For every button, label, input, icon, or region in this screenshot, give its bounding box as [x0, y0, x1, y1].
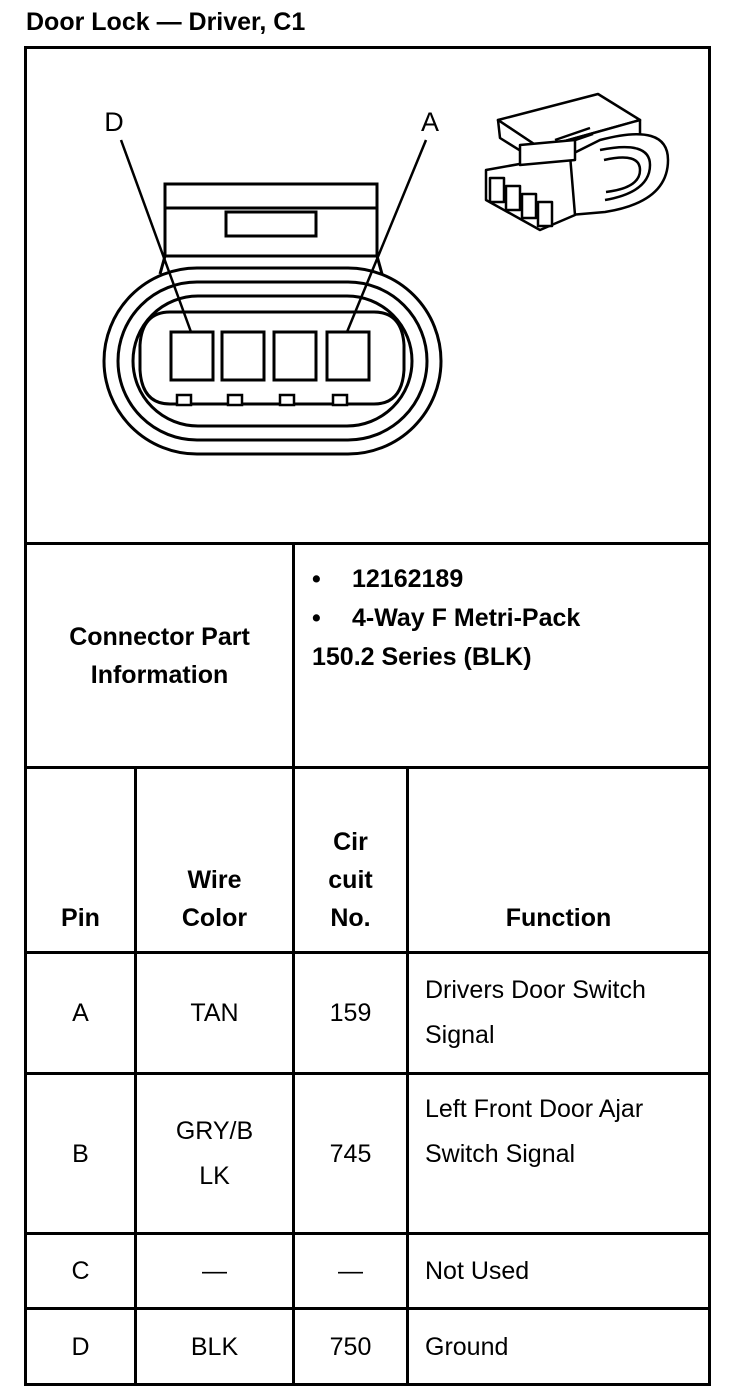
table-row-d-function: [425, 1310, 708, 1383]
table-row-d-color: [137, 1310, 292, 1383]
connector-info-label-line1: Connector Part: [69, 622, 250, 651]
function-line1: Ground: [425, 1332, 509, 1361]
terminal-a: [327, 332, 369, 380]
function-line1: Left Front Door Ajar: [425, 1095, 644, 1123]
header-wire-color: [137, 769, 292, 951]
divider-info-col: [292, 542, 295, 769]
table-row-a-pin: A: [72, 999, 89, 1027]
pin-label-d: D: [104, 107, 124, 137]
pin-label-a: A: [420, 107, 440, 137]
page-title: Door Lock — Driver, C1: [26, 8, 306, 36]
table-row-d-circuit: 750: [329, 1332, 372, 1361]
header-wire-color-line2: Color: [181, 904, 248, 932]
bullet: •: [312, 604, 321, 632]
table-row-c-circuit: —: [338, 1257, 363, 1285]
table-row-b-color: [137, 1075, 292, 1232]
bullet: •: [312, 565, 321, 593]
series-line2: 150.2 Series (BLK): [312, 643, 532, 671]
function-line2: Signal: [425, 1021, 495, 1049]
terminal-c: [222, 332, 264, 380]
table-row-b-pin: B: [72, 1139, 89, 1168]
part-number-item: [312, 560, 580, 599]
latch-window: [226, 212, 316, 236]
terminal-d: [171, 332, 213, 380]
table-row-c-function: [425, 1235, 708, 1307]
wire-color-line1: GRY/B: [175, 1116, 254, 1145]
function-line1: Drivers Door Switch: [425, 976, 646, 1004]
table-row-b-function: [425, 1075, 708, 1189]
series-line1: 4-Way F Metri-Pack: [352, 604, 581, 632]
header-circuit-line2: cuit: [328, 866, 373, 894]
connector-info-label-line2: Information: [90, 660, 229, 689]
wire-color: BLK: [190, 1332, 239, 1361]
terminal-b: [274, 332, 316, 380]
connector-face-diagram: [0, 0, 752, 540]
connector-info-values: [312, 560, 580, 677]
function-line1: Not Used: [425, 1257, 530, 1285]
table-row-d-pin: D: [71, 1332, 90, 1361]
header-pin: [27, 769, 134, 951]
connector-info-label: [27, 545, 292, 766]
part-number: 12162189: [352, 565, 464, 593]
header-circuit-line1: Cir: [333, 828, 368, 856]
table-row-c-color: [137, 1235, 292, 1307]
table-row-a-function: [425, 954, 708, 1072]
wire-color-line2: LK: [199, 1161, 230, 1190]
function-line2: Switch Signal: [425, 1140, 576, 1168]
wire-color: —: [202, 1257, 227, 1285]
table-row-b-circuit: 745: [329, 1139, 372, 1168]
header-function: [409, 769, 708, 951]
header-function-text: Function: [505, 904, 612, 932]
table-row-c-pin: C: [71, 1257, 90, 1285]
header-circuit-line3: No.: [330, 904, 371, 932]
table-row-a-color: [137, 954, 292, 1072]
header-wire-color-line1: Wire: [187, 866, 242, 894]
header-circuit: [295, 769, 406, 951]
connector-thumbnail: [486, 94, 668, 230]
wire-color: TAN: [190, 999, 239, 1027]
header-pin-text: Pin: [61, 904, 100, 932]
series-item: [312, 599, 580, 638]
table-row-a-circuit: 159: [329, 999, 372, 1027]
